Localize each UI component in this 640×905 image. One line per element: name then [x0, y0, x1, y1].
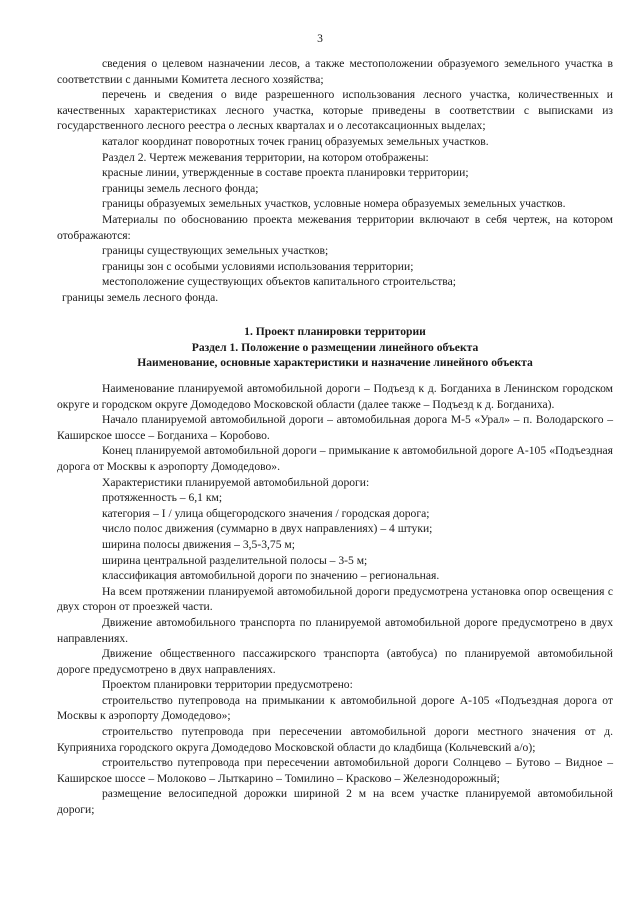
paragraph: размещение велосипедной дорожки шириной 2 м на всем участке планируемой автомобильной дороги; — [57, 787, 613, 817]
paragraph: ширина полосы движения – 3,5-3,75 м; — [102, 537, 295, 551]
paragraph: границы земель лесного фонда. — [62, 290, 219, 304]
page-number: 3 — [317, 32, 323, 45]
paragraph: Раздел 2. Чертеж межевания территории, на котором отображены: — [102, 150, 429, 164]
paragraph: Материалы по обоснованию проекта межевания территории включают в себя чертеж, на котором отображаются: — [57, 212, 613, 242]
paragraph: границы существующих земельных участков; — [102, 244, 329, 258]
paragraph: протяженность – 6,1 км; — [102, 491, 223, 505]
paragraph: Наименование планируемой автомобильной дороги – Подъезд к д. Богданиха в Ленинском городском округе и городском округе Домодедово Московской области (далее также – Подъезд к д. Богданиха). — [57, 382, 613, 411]
paragraph: перечень и сведения о виде разрешенного использования лесного участка, количественных и качественных характеристиках лесного участка, которые приведены в соответствии с выписками из государственного лесного реестра о лесных кварталах и о лесотаксационных выделах; — [57, 88, 613, 133]
paragraph: границы земель лесного фонда; — [102, 181, 259, 195]
section-headings — [57, 324, 613, 371]
paragraph: границы образуемых земельных участков, условные номера образуемых земельных участков. — [102, 197, 566, 211]
paragraph: На всем протяжении планируемой автомобильной дороги предусмотрена установка опор освещения с двух сторон от проезжей части. — [57, 584, 613, 614]
paragraph: сведения о целевом назначении лесов, а также местоположении образуемого земельного участка в соответствии с данными Комитета лесного хозяйства; — [57, 57, 613, 86]
paragraph: классификация автомобильной дороги по значению – региональная. — [102, 569, 440, 583]
paragraph: Проектом планировки территории предусмотрено: — [102, 678, 353, 692]
paragraph: Движение автомобильного транспорта по планируемой автомобильной дороге предусмотрено в двух направлениях. — [57, 615, 613, 645]
section-content-list — [57, 56, 613, 306]
paragraph: число полос движения (суммарно в двух направлениях) – 4 штуки; — [102, 522, 433, 536]
paragraph: строительство путепровода на примыкании к автомобильной дороге А-105 «Подъездная дорога от Москвы к аэропорту Домодедово»; — [57, 693, 613, 723]
paragraph: Характеристики планируемой автомобильной дороги: — [102, 475, 370, 489]
paragraph: Конец планируемой автомобильной дороги – примыкание к автомобильной дороге А-105 «Подъездная дорога от Москвы к аэропорту Домодедово». — [57, 444, 613, 473]
paragraph: Движение общественного пассажирского транспорта (автобуса) по планируемой автомобильной дороге предусмотрено в двух направлениях. — [57, 647, 613, 676]
paragraph: каталог координат поворотных точек границ образуемых земельных участков. — [102, 134, 489, 148]
section-heading: 1. Проект планировки территории — [244, 325, 426, 338]
section-heading: Раздел 1. Положение о размещении линейного объекта — [191, 340, 479, 354]
section-road-characteristics — [57, 381, 613, 818]
paragraph: границы зон с особыми условиями использования территории; — [102, 259, 414, 273]
paragraph: строительство путепровода при пересечении автомобильной дороги Солнцево – Бутово – Видное – Каширское шоссе – Молоково – Лыткарино – Томилино – Красково – Железнодорожный; — [57, 756, 613, 785]
paragraph: местоположение существующих объектов капитального строительства; — [102, 275, 456, 289]
paragraph: категория – I / улица общегородского значения / городская дорога; — [102, 506, 430, 520]
paragraph: красные линии, утвержденные в составе проекта планировки территории; — [102, 166, 469, 180]
paragraph: Начало планируемой автомобильной дороги – автомобильная дорога М-5 «Урал» – п. Володарского – Каширское шоссе – Богданиха – Коробово. — [57, 413, 613, 442]
paragraph: ширина центральной разделительной полосы – 3-5 м; — [102, 553, 368, 567]
section-heading: Наименование, основные характеристики и назначение линейного объекта — [137, 356, 533, 370]
paragraph: строительство путепровода при пересечении автомобильной дороги местного значения от д. Куприяниха городского округа Домодедово Московской области до кладбища (Кольчевский а/о); — [57, 725, 613, 754]
